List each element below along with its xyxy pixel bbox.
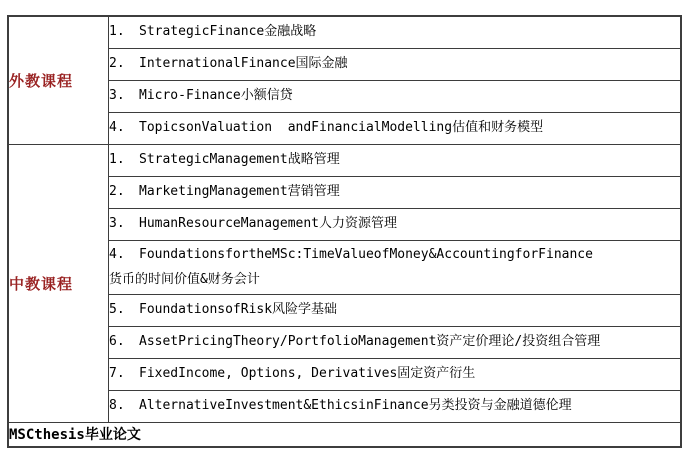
course-text: Micro-Finance小额信贷 bbox=[139, 88, 293, 103]
section-label-chinese-teachers bbox=[8, 144, 109, 422]
table-row bbox=[8, 294, 681, 326]
table-row bbox=[8, 144, 681, 176]
course-number: 6. bbox=[109, 334, 125, 349]
course-cell bbox=[109, 112, 682, 144]
course-text: TopicsonValuation andFinancialModelling估值和财务模型 bbox=[139, 120, 544, 135]
course-text: HumanResourceManagement人力资源管理 bbox=[139, 216, 398, 231]
course-number: 8. bbox=[109, 398, 125, 413]
course-number: 3. bbox=[109, 88, 125, 103]
course-number: 4. bbox=[109, 120, 125, 135]
course-cell bbox=[109, 240, 682, 294]
thesis-footer-text: MSCthesis毕业论文 bbox=[9, 427, 141, 444]
course-cell bbox=[109, 390, 682, 422]
course-cell bbox=[109, 358, 682, 390]
table-row bbox=[8, 80, 681, 112]
course-cell bbox=[109, 294, 682, 326]
thesis-footer-cell bbox=[8, 422, 681, 447]
course-number: 3. bbox=[109, 216, 125, 231]
course-cell bbox=[109, 48, 682, 80]
course-number: 4. bbox=[109, 247, 125, 262]
table-row bbox=[8, 112, 681, 144]
section-label-text: 中教课程 bbox=[9, 274, 74, 293]
course-number: 5. bbox=[109, 302, 125, 317]
table-row bbox=[8, 48, 681, 80]
course-cell bbox=[109, 326, 682, 358]
table-row bbox=[8, 422, 681, 447]
course-number: 1. bbox=[109, 152, 125, 167]
table-row bbox=[8, 16, 681, 48]
course-table bbox=[7, 15, 682, 448]
course-cell bbox=[109, 208, 682, 240]
table-row bbox=[8, 208, 681, 240]
course-number: 2. bbox=[109, 184, 125, 199]
course-text: StrategicManagement战略管理 bbox=[139, 152, 340, 167]
course-text: FoundationsofRisk风险学基础 bbox=[139, 302, 338, 317]
course-text: MarketingManagement营销管理 bbox=[139, 184, 340, 199]
course-text: FixedIncome, Options, Derivatives固定资产衍生 bbox=[139, 366, 476, 381]
table-row bbox=[8, 176, 681, 208]
course-number: 1. bbox=[109, 24, 125, 40]
course-line-1 bbox=[109, 242, 680, 267]
table-row bbox=[8, 390, 681, 422]
section-label-foreign-teachers bbox=[8, 16, 109, 144]
course-text: InternationalFinance国际金融 bbox=[139, 56, 348, 71]
table-row bbox=[8, 326, 681, 358]
course-table-container bbox=[7, 15, 682, 448]
course-cell bbox=[109, 176, 682, 208]
course-text: AssetPricingTheory/PortfolioManagement资产定价理论/投资组合管理 bbox=[139, 334, 601, 349]
course-line-2: 货币的时间价值&财务会计 bbox=[109, 272, 260, 287]
course-number: 7. bbox=[109, 366, 125, 381]
course-number: 2. bbox=[109, 56, 125, 71]
course-cell bbox=[109, 144, 682, 176]
course-cell bbox=[109, 16, 682, 48]
course-cell bbox=[109, 80, 682, 112]
table-row bbox=[8, 358, 681, 390]
course-text: StrategicFinance金融战略 bbox=[139, 24, 317, 40]
course-text: FoundationsfortheMSc:TimeValueofMoney&AccountingforFinance bbox=[139, 247, 593, 262]
course-text: AlternativeInvestment&EthicsinFinance另类投资与金融道德伦理 bbox=[139, 398, 572, 413]
section-label-text: 外教课程 bbox=[9, 71, 74, 90]
table-row bbox=[8, 240, 681, 294]
